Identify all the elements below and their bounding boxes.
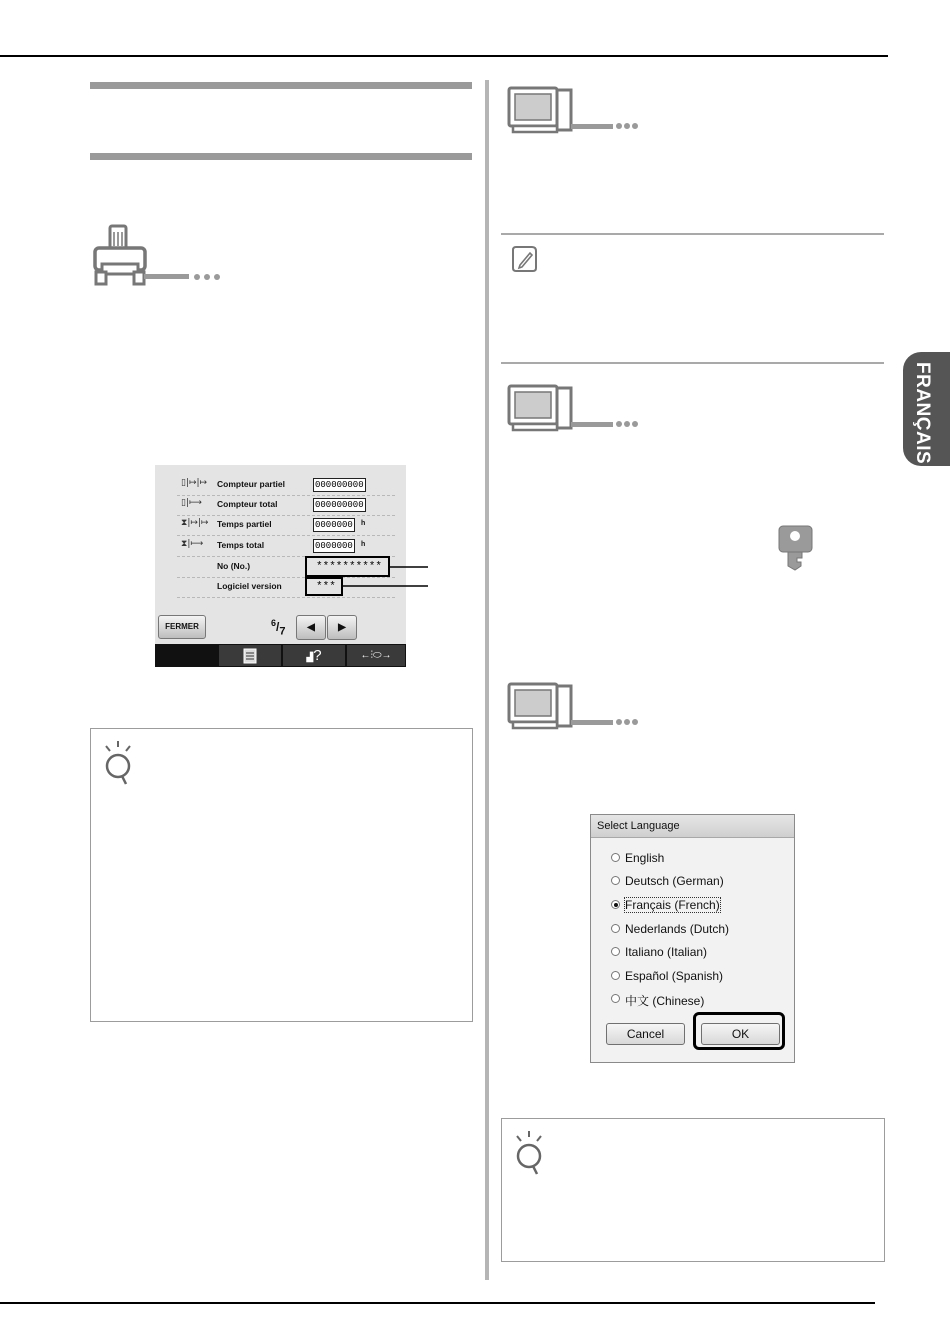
pencil-memo-icon [510,244,540,274]
stitch-total-icon: ▯|⟼ [181,498,202,508]
page-current: 6 [271,618,277,628]
stitch-partial-icon: ▯|↦|↦ [181,478,208,488]
move-frame-button[interactable]: ←⫶⬭→ [347,645,405,666]
embroidery-machine-icon [92,224,227,288]
settings-list-icon [243,648,257,664]
memo-top-separator [501,233,884,235]
info-row-label: Temps total [217,540,265,550]
column-divider [485,80,489,1280]
info-row-label: No (No.) [217,561,251,571]
info-row-unit: h [361,520,366,527]
ok-button-highlight [693,1012,785,1050]
prev-page-button[interactable]: ◀ [296,615,326,640]
page-total: 7 [279,625,286,638]
info-row [177,536,395,557]
dialog-titlebar [591,815,794,838]
radio-icon [611,947,620,956]
dialog-title: Select Language [597,820,680,832]
computer-icon [507,384,637,434]
note-box-left [90,728,473,1022]
info-row-label: Logiciel version [217,581,282,591]
software-version-value: *** [316,581,336,593]
computer-icon [507,682,637,732]
computer-icon [507,86,637,136]
cancel-button[interactable]: Cancel [606,1023,685,1045]
language-side-tab [903,352,950,466]
language-option-label: Deutsch (German) [625,874,724,888]
language-option-label: Nederlands (Dutch) [625,922,730,936]
radio-icon [611,994,620,1003]
info-row [177,495,395,516]
next-page-button[interactable]: ▶ [327,615,357,640]
page-indicator: $^6/_7$ [271,618,286,638]
language-option-label: 中文 (Chinese) [625,994,705,1008]
section-heading-top-bar [90,82,472,89]
language-side-tab-label: FRANÇAIS [912,362,933,465]
lightbulb-note-icon [100,740,136,786]
note-box-right [501,1118,885,1262]
info-row-unit: h [361,541,366,548]
language-option-label: Français (French) [625,898,720,912]
serial-number-value: ********** [316,561,383,573]
radio-icon [611,876,620,885]
top-rule [0,55,888,57]
info-row-label: Temps partiel [217,519,272,529]
machine-help-icon: ▟ [306,652,314,662]
language-option-label: Español (Spanish) [625,969,724,983]
hourglass-total-icon: ⧗|⟼ [181,539,204,549]
bottom-rule [0,1302,875,1304]
help-icon: ? [313,647,322,664]
radio-icon [611,971,620,980]
info-row-value: 0000000 [315,520,353,530]
version-callout [305,577,343,596]
memo-bottom-separator [501,362,884,364]
section-heading-bottom-bar [90,153,472,160]
language-option-label: English [625,851,665,865]
callout-leader-lines [340,560,430,600]
lightbulb-note-icon [511,1130,547,1176]
radio-icon [611,853,620,862]
machine-nav-bar [155,644,406,667]
info-row-label: Compteur total [217,499,278,509]
ok-button[interactable]: OK [701,1023,780,1045]
radio-selected-icon [611,900,620,909]
info-row [177,475,395,496]
info-row-label: Compteur partiel [217,479,286,489]
info-row-value: 000000000 [315,500,364,510]
info-row [177,515,395,536]
close-button[interactable]: FERMER [158,615,206,639]
key-icon [778,525,814,571]
help-button[interactable] [283,645,345,666]
language-option-label: Italiano (Italian) [625,945,708,959]
info-row-value: 000000000 [315,480,364,490]
radio-icon [611,924,620,933]
info-row-value: 0000000 [315,541,353,551]
hourglass-partial-icon: ⧗|↦|↦ [181,518,209,528]
settings-list-button[interactable] [219,645,281,666]
